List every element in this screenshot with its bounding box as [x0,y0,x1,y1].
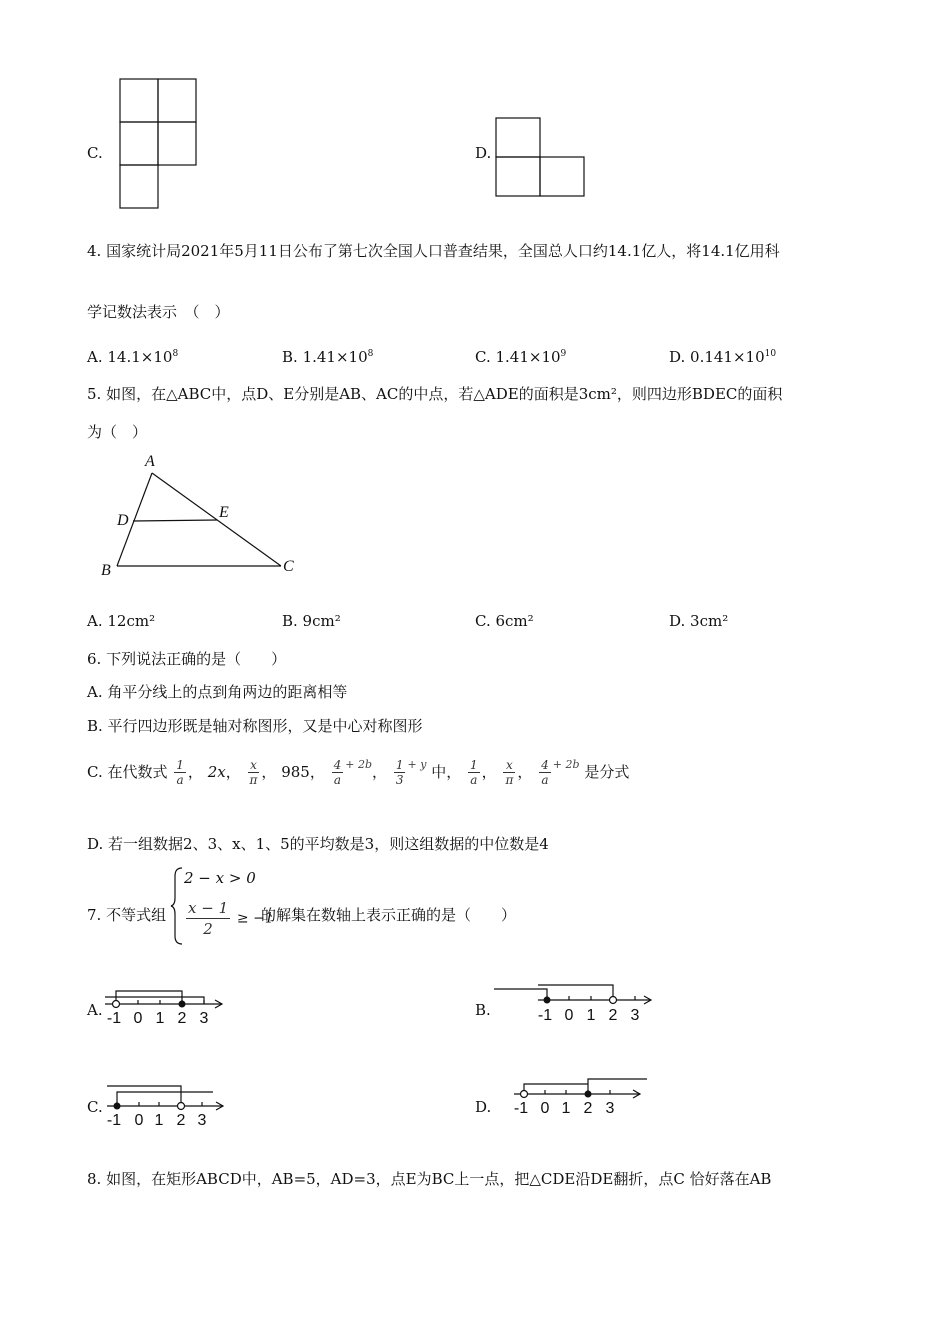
q4-option-c [475,348,566,366]
q4-option-d-mantissa: 0.141×10 [690,348,765,366]
q7-a-tick-1: 1 [155,1010,165,1027]
q6-expr-4-over-a-2: $\frac{4}{a}$ [541,757,549,787]
q7-option-c-label: C. [87,1098,103,1116]
q5-stem-line2: 为（ ） [87,423,148,441]
q5-option-a: A. 12cm² [87,612,156,630]
q7-a-tick-3: 3 [199,1010,209,1027]
q7-b-tick-1: 1 [586,1007,596,1024]
q6-option-c-prefix: C. 在代数式 [87,763,168,781]
q6-expr-x-over-pi-2: $\frac{x}{\pi}$ [505,757,514,787]
q5-stem-line1: 5. 如图，在△ABC中，点D、E分别是AB、AC的中点，若△ADE的面积是3cm²，则四边形BDEC的面积 [87,385,783,403]
q7-d-tick-2: 2 [583,1100,593,1117]
q7-d-tick-3: 3 [605,1100,615,1117]
q4-option-d-exp: 10 [764,349,777,359]
q7-option-d-label: D. [475,1098,492,1116]
q7-suffix: 的解集在数轴上表示正确的是（ ） [261,906,517,924]
q4-option-d-label: D. [669,348,691,366]
q6-expr-2x: 2x [207,763,226,781]
q7-b-tick-2: 2 [608,1007,618,1024]
q3-option-c-label: C. [87,144,103,162]
q7-option-b-label: B. [475,1001,491,1019]
q7-b-tick--1: -1 [537,1007,553,1024]
q7-c-tick-2: 2 [176,1112,186,1129]
q5-label-a: A [145,453,155,470]
q8-stem-line1: 8. 如图，在矩形ABCD中，AB=5，AD=3，点E为BC上一点，把△CDE沿DE翻折，点C 恰好落在AB [87,1170,772,1188]
q5-triangle-figure [95,450,305,580]
q7-a-tick-0: 0 [133,1010,143,1027]
q6-stem: 6. 下列说法正确的是（ ） [87,650,287,668]
q7-option-d-numberline [510,1075,650,1120]
q7-b-tick-0: 0 [564,1007,574,1024]
q4-option-b-label: B. [282,348,303,366]
q4-option-c-label: C. [475,348,496,366]
q7-c-tick-1: 1 [154,1112,164,1129]
q7-ineq2-denominator: 2 [203,920,213,938]
q5-option-d: D. 3cm² [669,612,729,630]
q6-option-a: A. 角平分线上的点到角两边的距离相等 [87,683,348,701]
q7-c-tick-3: 3 [197,1112,207,1129]
q7-system-brace [170,866,184,946]
q5-label-b: B [101,562,111,579]
q5-label-c: C [283,558,294,575]
q6-expr-1-over-a-2: $\frac{1}{a}$ [470,757,478,787]
q4-stem-line2: 学记数法表示 （ ） [87,303,230,321]
q7-a-tick--1: -1 [106,1010,122,1027]
q4-option-a-mantissa: 14.1×10 [107,348,173,366]
q4-option-c-mantissa: 1.41×10 [495,348,561,366]
q6-option-d: D. 若一组数据2、3、x、1、5的平均数是3，则这组数据的中位数是4 [87,835,549,853]
q4-option-b-exp: 8 [367,349,374,359]
q4-option-b-mantissa: 1.41×10 [302,348,368,366]
q7-ineq2-numerator: x − 1 [188,899,229,917]
q7-d-tick-0: 0 [540,1100,550,1117]
q6-option-b: B. 平行四边形既是轴对称图形，又是中心对称图形 [87,717,423,735]
q6-option-c-suffix: 是分式 [584,763,630,781]
q6-expr-1-over-a: $\frac{1}{a}$ [176,757,184,787]
q3-option-d-figure [494,117,586,197]
q6-option-c-mid: 中， [431,763,462,781]
q7-a-tick-2: 2 [177,1010,187,1027]
q5-label-e: E [219,504,229,521]
q5-option-b: B. 9cm² [282,612,341,630]
q6-expr-x-over-pi: $\frac{x}{\pi}$ [249,757,258,787]
q7-option-c-numberline [103,1082,228,1127]
q4-option-d [669,348,776,366]
q4-option-a-label: A. [87,348,108,366]
q4-option-b [282,348,373,366]
q7-b-tick-3: 3 [630,1007,640,1024]
q7-option-a-numberline [105,985,225,1030]
q7-ineq2-rest: ≥ −1 [236,910,274,927]
q7-option-b-numberline [494,980,654,1025]
q5-label-d: D [117,512,129,529]
q7-prefix: 7. 不等式组 [87,906,167,924]
q7-d-tick-1: 1 [561,1100,571,1117]
q6-expr-985: 985 [281,763,310,781]
q4-option-a-exp: 8 [172,349,179,359]
q7-option-a-label: A. [87,1001,103,1019]
q5-option-c: C. 6cm² [475,612,534,630]
q7-c-tick-0: 0 [134,1112,144,1129]
q3-option-d-label: D. [475,144,492,162]
q6-expr-1-over-3: $\frac{1}{3}$ [395,757,404,787]
q4-stem-line1: 4. 国家统计局2021年5月11日公布了第七次全国人口普查结果，全国总人口约14.1亿人，将14.1亿用科 [87,242,780,260]
q6-option-c: C. 在代数式 $\frac{1}{a}$ ， 2x， $\frac{x}{\pi}$ ， 985， $\frac{4}{a}$ $^{+ 2b}$， $\frac{1}{3}$ $^{+ y}$ 中， $\frac{1}{a}$ ， $\frac{x}{\pi}$ ， $\frac{4}{a}$ $^{+ 2b}$ 是分式 [87,757,630,787]
q4-option-c-exp: 9 [560,349,567,359]
q6-expr-4-over-a: $\frac{4}{a}$ [333,757,342,787]
q7-inequality-1: 2 − x > 0 [184,869,256,887]
q7-c-tick--1: -1 [106,1112,122,1129]
q4-option-a [87,348,178,366]
q3-option-c-figure [118,78,198,211]
q7-d-tick--1: -1 [513,1100,529,1117]
